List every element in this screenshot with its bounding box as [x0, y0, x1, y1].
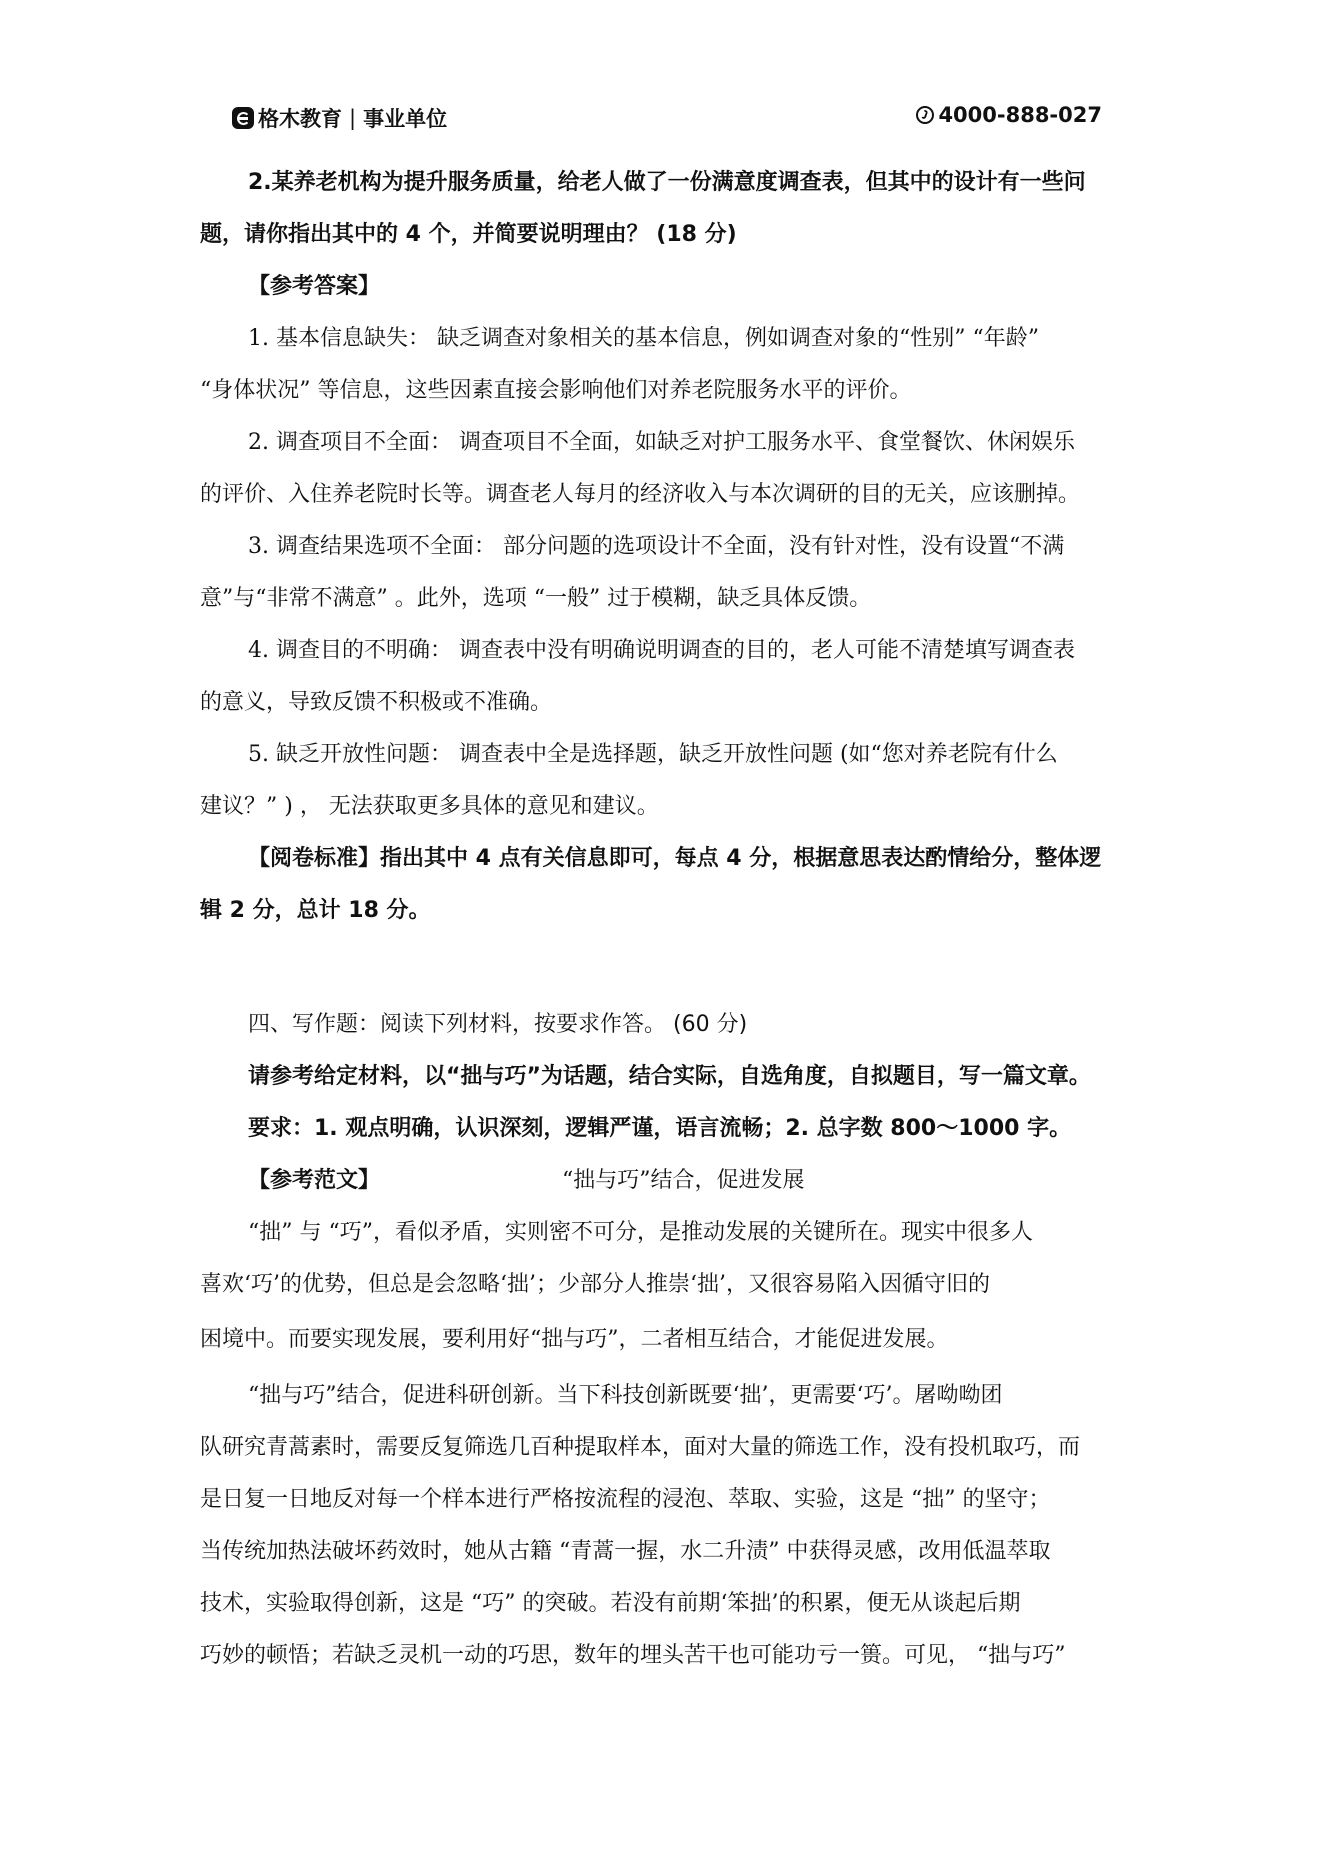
sample-essay-label: 【参考范文】 [248, 1168, 381, 1193]
answer-line: “身体状况” 等信息，这些因素直接会影响他们对养老院服务水平的评价。 [200, 378, 912, 403]
grading-standard-line: 【阅卷标准】指出其中 4 点有关信息即可，每点 4 分，根据意思表达酌情给分，整体逻 [248, 846, 1102, 871]
answer-line: 5. 缺乏开放性问题： 调查表中全是选择题，缺乏开放性问题 (如“您对养老院有什么 [248, 742, 1058, 767]
answer-line: 建议？” ) ， 无法获取更多具体的意见和建议。 [200, 794, 659, 819]
brand [232, 103, 447, 133]
answer-line: 意”与“非常不满意” 。此外，选项 “一般” 过于模糊，缺乏具体反馈。 [200, 586, 872, 611]
page-header [232, 103, 1102, 135]
question-text-line: 2.某养老机构为提升服务质量，给老人做了一份满意度调查表，但其中的设计有一些问 [248, 170, 1086, 195]
brand-subtitle: 事业单位 [363, 107, 448, 131]
sample-essay-title: “拙与巧”结合，促进发展 [562, 1168, 805, 1193]
essay-line: 技术，实验取得创新，这是 “巧” 的突破。若没有前期‘笨拙’的积累，便无从谈起后期 [200, 1591, 1021, 1616]
essay-line: “拙与巧”结合，促进科研创新。当下科技创新既要‘拙’，更需要‘巧’。屠呦呦团 [248, 1383, 1003, 1408]
question-text-line: 题，请你指出其中的 4 个，并简要说明理由？ (18 分) [200, 222, 737, 247]
answer-line: 4. 调查目的不明确： 调查表中没有明确说明调查的目的，老人可能不清楚填写调查表 [248, 638, 1075, 663]
essay-line: 困境中。而要实现发展，要利用好“拙与巧”，二者相互结合，才能促进发展。 [200, 1327, 949, 1352]
brand-separator: | [349, 106, 357, 130]
essay-line: 是日复一日地反对每一个样本进行严格按流程的浸泡、萃取、实验，这是 “拙” 的坚守； [200, 1487, 1051, 1512]
phone-contact [916, 103, 1102, 127]
answer-line: 1. 基本信息缺失： 缺乏调查对象相关的基本信息，例如调查对象的“性别” “年龄” [248, 326, 1039, 351]
logo-e-icon [232, 107, 254, 129]
answer-line: 2. 调查项目不全面： 调查项目不全面，如缺乏对护工服务水平、食堂餐饮、休闲娱乐 [248, 430, 1075, 455]
essay-line: “拙” 与 “巧”，看似矛盾，实则密不可分，是推动发展的关键所在。现实中很多人 [248, 1220, 1033, 1245]
grading-standard-line: 辑 2 分，总计 18 分。 [200, 898, 431, 923]
essay-line: 喜欢‘巧’的优势，但总是会忽略‘拙’；少部分人推崇‘拙’，又很容易陷入因循守旧的 [200, 1272, 990, 1297]
phone-number: 4000-888-027 [938, 103, 1102, 127]
answer-heading: 【参考答案】 [248, 274, 381, 299]
essay-line: 巧妙的顿悟；若缺乏灵机一动的巧思，数年的埋头苦干也可能功亏一篑。可见， “拙与巧” [200, 1643, 1066, 1668]
brand-name: 格木教育 [258, 107, 342, 131]
essay-line: 队研究青蒿素时，需要反复筛选几百种提取样本，面对大量的筛选工作，没有投机取巧，而 [200, 1435, 1081, 1460]
answer-line: 的评价、入住养老院时长等。调查老人每月的经济收入与本次调研的目的无关，应该删掉。 [200, 482, 1081, 507]
writing-prompt: 请参考给定材料，以“拙与巧”为话题，结合实际，自选角度，自拟题目，写一篇文章。 [248, 1064, 1091, 1089]
answer-line: 的意义，导致反馈不积极或不准确。 [200, 690, 553, 715]
answer-line: 3. 调查结果选项不全面： 部分问题的选项设计不全面，没有针对性，没有设置“不满 [248, 534, 1065, 559]
section-heading: 四、写作题：阅读下列材料，按要求作答。 (60 分) [248, 1012, 748, 1037]
essay-line: 当传统加热法破坏药效时，她从古籍 “青蒿一握，水二升渍” 中获得灵感，改用低温萃取 [200, 1539, 1051, 1564]
phone-icon [916, 106, 934, 124]
writing-requirements: 要求：1. 观点明确，认识深刻，逻辑严谨，语言流畅；2. 总字数 800～1000 字。 [248, 1116, 1072, 1141]
